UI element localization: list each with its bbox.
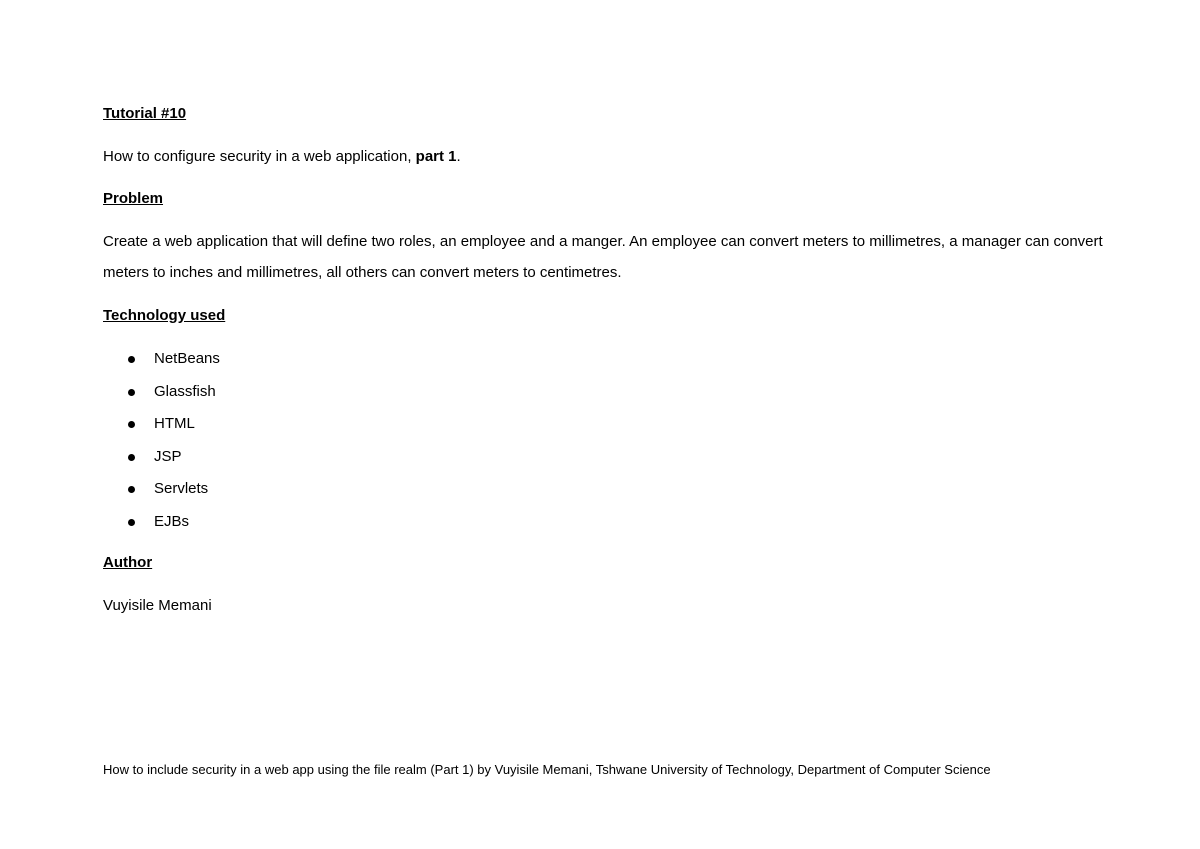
list-item [118,349,220,382]
author-heading: Author [103,554,153,571]
tutorial-title: Tutorial #10 [103,105,187,122]
subtitle-suffix: . [456,148,461,165]
page-footer: How to include security in a web app using the file realm (Part 1) by Vuyisile Memani, Tshwane University of Technology, Department of Computer Science [103,762,991,777]
problem-text: Create a web application that will define two roles, an employee and a manger. An employee can convert meters to millimetres, a manager can convert meters to inches and millimetres, all others can convert meters to centimetres. [103,233,1103,281]
bullet-icon [128,389,135,396]
bullet-icon [128,519,135,526]
technology-label: NetBeans [154,350,220,367]
list-item [118,414,220,447]
bullet-icon [128,421,135,428]
bullet-icon [128,486,135,493]
bullet-icon [128,454,135,461]
technology-label: JSP [154,447,182,465]
author-name: Vuyisile Memani [103,597,212,614]
technology-label: HTML [154,415,195,432]
technology-list [118,349,220,544]
technology-heading: Technology used [103,307,226,324]
problem-heading: Problem [103,190,164,207]
subtitle-bold: part 1 [415,148,457,165]
list-item [118,447,220,480]
list-item [118,382,220,415]
tutorial-subtitle [103,147,461,167]
subtitle-prefix: How to configure security in a web application, [103,148,416,165]
bullet-icon [128,356,135,363]
list-item [118,479,220,512]
technology-label: EJBs [154,512,190,530]
technology-label: Servlets [154,480,209,497]
technology-label: Glassfish [154,382,216,400]
list-item [118,512,220,545]
